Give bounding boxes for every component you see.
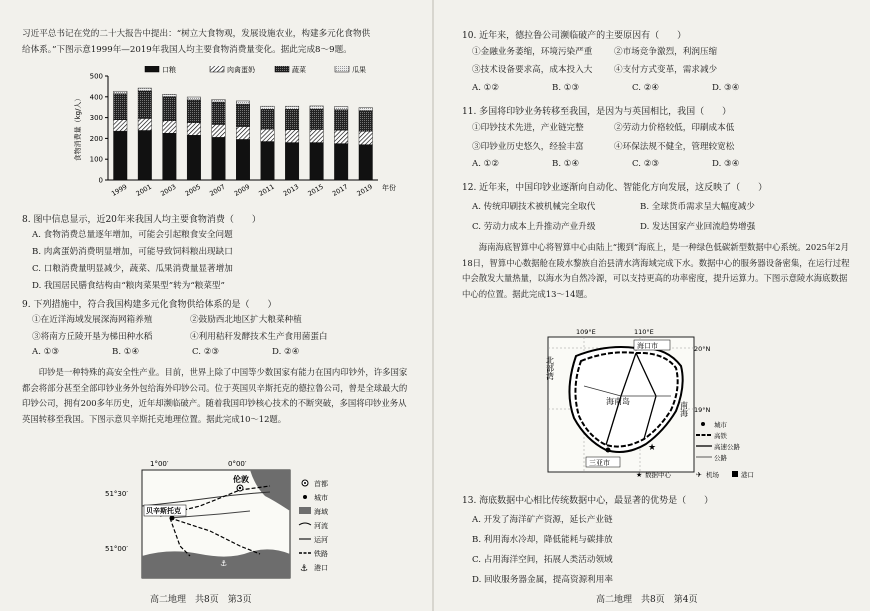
y-tick-label: 400 bbox=[89, 93, 103, 102]
x-tick-label: 2017 bbox=[331, 182, 350, 198]
q9-item-4: ④利用秸秆发酵技术生产食用菌蛋白 bbox=[190, 332, 328, 342]
bar-segment bbox=[114, 91, 128, 93]
q9-choice-b[interactable]: B. ①④ bbox=[112, 347, 140, 357]
passage-3: 海南海底智算中心将智算中心由陆上“搬到”海底上，是一种绿色低碳新型数据中心系统。2025年2月18日，智算中心数据舱在陵水黎族自治县清水湾海域完成下水。数据中心的服务器设备密集，在运行过程中会散发大量热量，以海水为自然冷源，可以支持更高的功率密度，提升运算力。下图示意陵水海底数据中心的位置。据此完成13～14题。 bbox=[462, 242, 850, 299]
legend-capital-label: 首都 bbox=[314, 480, 328, 488]
bar-segment bbox=[261, 129, 275, 141]
q11-item-3: ③印钞业历史悠久，经验丰富 bbox=[472, 142, 584, 152]
q9-stem: 9. 下列措施中，符合我国构建多元化食物供给体系的是（ ） bbox=[22, 300, 277, 310]
x-tick-label: 2001 bbox=[134, 182, 153, 198]
legend-port-icon: ⚓ bbox=[300, 564, 309, 574]
q13-option-b[interactable]: B. 利用海水冷却，降低能耗与碳排放 bbox=[472, 535, 613, 545]
q8-option-a[interactable]: A. 食物消费总量逐年增加，可能会引起粮食安全问题 bbox=[32, 230, 233, 240]
q11-choice-c[interactable]: C. ②③ bbox=[632, 159, 660, 169]
bar-segment bbox=[163, 133, 177, 180]
bar-segment bbox=[359, 131, 373, 145]
legend-river-icon bbox=[299, 523, 311, 525]
legend-port-label: 港口 bbox=[314, 564, 328, 572]
q12-option-a[interactable]: A. 传统印刷技术被机械完全取代 bbox=[472, 202, 596, 212]
q9-choice-c[interactable]: C. ②③ bbox=[192, 347, 220, 357]
map1-lon-2: 0°00′ bbox=[228, 460, 247, 468]
legend2-port-icon bbox=[732, 471, 738, 477]
x-tick-label: 2009 bbox=[232, 182, 252, 198]
bar-segment bbox=[212, 124, 226, 137]
page-divider bbox=[432, 0, 434, 611]
y-tick-label: 200 bbox=[89, 134, 103, 143]
intro-line-1: 习近平总书记在党的二十大报告中提出：“树立大食物观，发展设施农业，构建多元化食物供 bbox=[22, 29, 371, 39]
bar-segment bbox=[359, 145, 373, 180]
hainan-map bbox=[536, 326, 786, 481]
legend-railway-label: 铁路 bbox=[314, 550, 328, 558]
legend2-city-label: 城市 bbox=[714, 421, 727, 429]
q12-option-d[interactable]: D. 发达国家产业回流趋势增强 bbox=[640, 222, 756, 232]
bar-segment bbox=[138, 130, 152, 180]
food-consumption-chart bbox=[70, 66, 400, 198]
legend-swatch bbox=[145, 66, 159, 72]
x-tick-label: 2003 bbox=[159, 182, 178, 198]
map2-lat-1: 20°N bbox=[694, 345, 711, 353]
bar-segment bbox=[310, 129, 324, 142]
q11-choice-b[interactable]: B. ①④ bbox=[552, 159, 580, 169]
legend2-datacenter-label: 数据中心 bbox=[645, 471, 671, 479]
bar-segment bbox=[163, 121, 177, 133]
q10-item-4: ④支付方式变革，需求减少 bbox=[614, 65, 718, 75]
legend-sea-icon bbox=[299, 507, 311, 514]
bar-segment bbox=[261, 106, 275, 109]
q9-choice-d[interactable]: D. ②④ bbox=[272, 347, 300, 357]
bar-segment bbox=[261, 109, 275, 129]
q11-choice-a[interactable]: A. ①② bbox=[472, 159, 500, 169]
bar-segment bbox=[187, 123, 201, 135]
legend-label: 瓜果 bbox=[352, 66, 366, 74]
map2-place-haikou: 海口市 bbox=[637, 342, 658, 350]
legend-label: 蔬菜 bbox=[292, 66, 306, 74]
bar-segment bbox=[359, 111, 373, 131]
bar-segment bbox=[212, 100, 226, 102]
q12-stem: 12. 近年来，中国印钞业逐渐向自动化、智能化方向发展，这反映了（ ） bbox=[462, 183, 768, 193]
legend-sea-label: 海域 bbox=[314, 508, 328, 516]
bar-segment bbox=[138, 118, 152, 130]
sanya-city-icon bbox=[606, 448, 611, 453]
legend2-rail-label: 高铁 bbox=[714, 432, 727, 440]
right-page bbox=[436, 0, 870, 611]
bar-segment bbox=[310, 143, 324, 180]
legend-river-label: 河流 bbox=[314, 522, 328, 530]
bar-segment bbox=[212, 137, 226, 180]
q8-option-b[interactable]: B. 肉禽蛋奶消费明显增加，可能导致饲料粮出现缺口 bbox=[32, 247, 233, 257]
bar-segment bbox=[114, 94, 128, 120]
bar-segment bbox=[334, 130, 348, 144]
map2-sea-nanhai: 南海 bbox=[679, 401, 689, 417]
legend2-port-label: 港口 bbox=[741, 471, 754, 479]
q10-item-1: ①金融业务萎缩，环境污染严重 bbox=[472, 47, 593, 57]
q10-item-3: ③技术设备要求高，成本投入大 bbox=[472, 65, 593, 75]
x-tick-label: 2019 bbox=[355, 182, 374, 198]
bar-segment bbox=[212, 102, 226, 124]
right-footer: 高二地理 共8页 第4页 bbox=[596, 595, 698, 605]
q9-item-3: ③将南方丘陵开垦为梯田种水稻 bbox=[32, 332, 153, 342]
map2-place-sanya: 三亚市 bbox=[589, 459, 610, 467]
bar-segment bbox=[285, 130, 299, 143]
q10-item-2: ②市场竞争激烈，利润压缩 bbox=[614, 47, 718, 57]
q8-option-d[interactable]: D. 我国居民膳食结构由“粮肉菜果型”转为“粮菜型” bbox=[32, 281, 225, 291]
bar-segment bbox=[187, 135, 201, 180]
legend2-airport-icon: ✈ bbox=[696, 471, 702, 479]
q11-item-2: ②劳动力价格较低，印刷成本低 bbox=[614, 123, 735, 133]
q10-choice-c[interactable]: C. ②④ bbox=[632, 83, 660, 93]
bar-segment bbox=[334, 107, 348, 110]
map2-sea-beibu: 北部湾 bbox=[545, 356, 555, 380]
bar-segment bbox=[359, 108, 373, 111]
x-tick-label: 2005 bbox=[183, 182, 203, 198]
q8-stem: 8. 图中信息显示，近20年来我国人均主要食物消费（ ） bbox=[22, 215, 261, 225]
map2-lat-2: 19°N bbox=[694, 406, 711, 414]
map1-legend bbox=[299, 479, 328, 574]
map1-lat-2: 51°00′ bbox=[105, 545, 128, 553]
x-tick-label: 2015 bbox=[306, 182, 325, 198]
bar-segment bbox=[236, 139, 250, 180]
bar-segment bbox=[285, 109, 299, 129]
q10-choice-b[interactable]: B. ①③ bbox=[552, 83, 580, 93]
legend2-city-icon bbox=[701, 422, 705, 426]
y-tick-label: 100 bbox=[89, 155, 103, 164]
legend-swatch bbox=[275, 66, 289, 72]
bar-segment bbox=[163, 97, 177, 121]
legend-city-label: 城市 bbox=[314, 494, 328, 502]
map2-lon-2: 110°E bbox=[634, 328, 654, 336]
q10-choice-d[interactable]: D. ③④ bbox=[712, 83, 740, 93]
legend2-expressway-label: 高速公路 bbox=[714, 443, 740, 451]
x-tick-label: 1999 bbox=[110, 182, 129, 198]
q13-stem: 13. 海底数据中心相比传统数据中心，最显著的优势是（ ） bbox=[462, 496, 714, 506]
legend2-airport-label: 机场 bbox=[706, 471, 719, 479]
map1-lat-1: 51°30′ bbox=[105, 490, 128, 498]
bar-segment bbox=[236, 127, 250, 140]
legend2-road-label: 公路 bbox=[714, 454, 727, 462]
bar-segment bbox=[310, 109, 324, 129]
bar-segment bbox=[163, 94, 177, 96]
left-footer: 高二地理 共8页 第3页 bbox=[150, 595, 252, 605]
bar-segment bbox=[138, 88, 152, 91]
map1-place-basingstoke: 贝辛斯托克 bbox=[146, 507, 181, 515]
legend-swatch bbox=[335, 66, 349, 72]
q10-choice-a[interactable]: A. ①② bbox=[472, 83, 500, 93]
x-tick-label: 2011 bbox=[257, 182, 276, 198]
bar-segment bbox=[334, 144, 348, 180]
bar-segment bbox=[236, 101, 250, 104]
bar-segment bbox=[236, 104, 250, 126]
q9-item-2: ②鼓励西北地区扩大粮菜种植 bbox=[190, 315, 302, 325]
bar-segment bbox=[310, 106, 324, 109]
legend-swatch bbox=[210, 66, 224, 72]
intro-line-2: 给体系。”下图示意1999年—2019年我国人均主要食物消费量变化。据此完成8～9题。 bbox=[22, 45, 352, 55]
q11-stem: 11. 多国将印钞业务转移至我国，是因为与英国相比，我国（ ） bbox=[462, 107, 732, 117]
y-tick-label: 0 bbox=[98, 176, 103, 185]
legend-label: 口粮 bbox=[162, 66, 176, 74]
bar-segment bbox=[334, 110, 348, 130]
bar-segment bbox=[187, 97, 201, 100]
legend-label: 肉禽蛋奶 bbox=[227, 66, 255, 74]
map1-place-london: 伦敦 bbox=[233, 475, 249, 484]
left-page bbox=[0, 0, 432, 611]
basingstoke-map bbox=[100, 456, 360, 581]
bar-segment bbox=[285, 106, 299, 109]
y-tick-label: 500 bbox=[89, 72, 103, 81]
passage-2: 印钞是一种特殊的高安全性产业。目前，世界上除了中国等少数国家有能力在国内印钞外，许多国家都会将部分甚至全部印钞业务外包给海外印钞公司。位于英国贝辛斯托克的德拉鲁公司，曾是全球最大的印钞公司，拥有200多年历史，近年却濒临破产。随着我国印钞核心技术的不断突破，多国将印钞业务从英国转移至我国。下图示意贝辛斯托克地理位置。据此完成10～12题。 bbox=[22, 367, 408, 424]
map1-port-icon: ⚓ bbox=[220, 559, 228, 568]
bar-segment bbox=[261, 142, 275, 180]
bar-segment bbox=[187, 100, 201, 123]
q10-stem: 10. 近年来，德拉鲁公司濒临破产的主要原因有（ ） bbox=[462, 31, 687, 41]
q12-option-c[interactable]: C. 劳动力成本上升推动产业升级 bbox=[472, 222, 596, 232]
bar-segment bbox=[285, 143, 299, 180]
q12-option-b[interactable]: B. 全球货币需求呈大幅度减少 bbox=[640, 202, 755, 212]
q13-option-c[interactable]: C. 占用海洋空间，拓展人类活动领域 bbox=[472, 555, 613, 565]
q11-choice-d[interactable]: D. ③④ bbox=[712, 159, 740, 169]
legend2-star-icon: ★ bbox=[636, 471, 643, 479]
map2-lon-1: 109°E bbox=[576, 328, 596, 336]
bar-segment bbox=[114, 131, 128, 180]
q9-choice-a[interactable]: A. ①③ bbox=[32, 347, 60, 357]
q11-item-1: ①印钞技术先进，产业链完整 bbox=[472, 123, 584, 133]
bar-segment bbox=[138, 91, 152, 118]
data-center-star-icon: ★ bbox=[648, 443, 657, 453]
bar-segment bbox=[114, 120, 128, 131]
y-axis-label: 食物消费量（kg/人） bbox=[74, 94, 82, 162]
legend-canal-label: 运河 bbox=[314, 536, 328, 544]
q8-option-c[interactable]: C. 口粮消费量明显减少，蔬菜、瓜果消费量显著增加 bbox=[32, 264, 233, 274]
x-axis-suffix: 年份 bbox=[382, 184, 396, 192]
q13-option-d[interactable]: D. 回收服务器金属，提高资源利用率 bbox=[472, 575, 613, 585]
q13-option-a[interactable]: A. 开发了海洋矿产资源，延长产业链 bbox=[472, 515, 613, 525]
legend-city-icon bbox=[303, 495, 307, 499]
q9-item-1: ①在近洋海域发展深海网箱养殖 bbox=[32, 315, 153, 325]
map1-lon-1: 1°00′ bbox=[150, 460, 169, 468]
x-tick-label: 2013 bbox=[281, 182, 301, 198]
x-tick-label: 2007 bbox=[208, 182, 227, 198]
map2-place-island: 海南岛 bbox=[606, 397, 630, 406]
y-tick-label: 300 bbox=[89, 114, 103, 123]
q11-item-4: ④环保法规不健全，管理较宽松 bbox=[614, 142, 735, 152]
london-capital-dot bbox=[239, 487, 241, 489]
